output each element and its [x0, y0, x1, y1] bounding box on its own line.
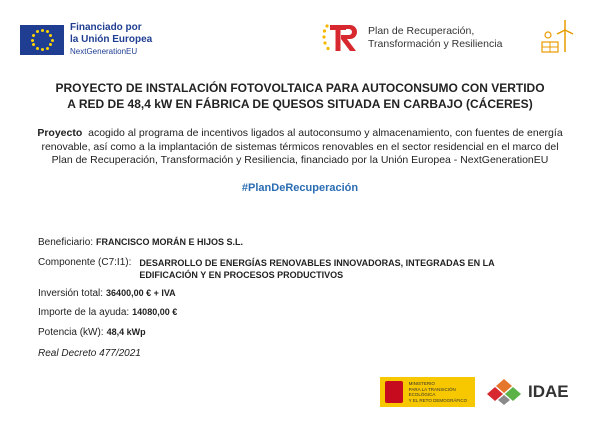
project-description: [20, 127, 580, 168]
potencia-row: [38, 327, 146, 338]
componente-value: DESARROLLO DE ENERGÍAS RENOVABLES INNOVADORAS, INTEGRADAS EN LA EDIFICACIÓN Y EN PROCESOS PRODUCTIVOS: [139, 258, 495, 280]
eu-text-line1: Financiado por: [70, 22, 142, 33]
componente-label: Componente (C7:I1):: [38, 257, 132, 268]
gob-text-line1: MINISTERIO: [408, 381, 435, 386]
wind-solar-icon: [538, 18, 578, 58]
prtr-logo: [322, 22, 502, 54]
description-line1: acogido al programa de incentivos ligados al autoconsumo y almacenamiento, con fuentes de energía: [88, 127, 563, 139]
inversion-row: [38, 288, 176, 299]
ayuda-row: [38, 307, 177, 318]
potencia-value: 48,4 kWp: [106, 327, 146, 337]
plan-text-line1: Plan de Recuperación,: [368, 25, 475, 37]
beneficiario-value: FRANCISCO MORÁN E HIJOS S.L.: [96, 237, 244, 247]
description-line2: renovable, así como a la implantación de sistemas térmicos renovables en el sector residencial en el marco del: [41, 140, 559, 153]
beneficiario-label: Beneficiario:: [38, 237, 94, 248]
title-line1: PROYECTO DE INSTALACIÓN FOTOVOLTAICA PARA AUTOCONSUMO CON VERTIDO: [55, 81, 545, 95]
ayuda-value: 14080,00 €: [132, 307, 178, 317]
real-decreto: Real Decreto 477/2021: [38, 348, 141, 359]
inversion-value: 36400,00 € + IVA: [106, 288, 176, 298]
prtr-mark-icon: [322, 22, 360, 54]
componente-row: [38, 257, 529, 281]
project-title: [20, 80, 580, 112]
description-lead: Proyecto: [37, 127, 83, 139]
inversion-label: Inversión total:: [38, 288, 104, 299]
gob-text-line3: Y EL RETO DEMOGRÁFICO: [408, 397, 468, 403]
title-line2: A RED DE 48,4 kW EN FÁBRICA DE QUESOS SITUADA EN CARBAJO (CÁCERES): [67, 97, 533, 111]
plan-text-line2: Transformación y Resiliencia: [368, 38, 503, 50]
eu-text-line2: la Unión Europea: [70, 34, 153, 45]
beneficiario-row: [38, 237, 243, 248]
description-line3: Plan de Recuperación, Transformación y Resiliencia, financiado por la Unión Europea - NextGenerationEU: [51, 154, 549, 166]
eu-funding-logo: [20, 22, 152, 58]
gob-text-line2: PARA LA TRANSICIÓN ECOLÓGICA: [408, 386, 456, 397]
eu-flag-icon: [20, 25, 64, 55]
hashtag: #PlanDeRecuperación: [241, 182, 359, 194]
ayuda-label: Importe de la ayuda:: [38, 307, 130, 318]
idae-logo: [484, 377, 569, 407]
potencia-label: Potencia (kW):: [38, 327, 104, 338]
idae-mark-icon: [484, 377, 524, 407]
eu-text-line3: NextGenerationEU: [70, 47, 138, 56]
spain-shield-icon: [385, 381, 403, 403]
idae-word: IDAE: [528, 382, 569, 401]
ministerio-logo: [380, 377, 475, 407]
